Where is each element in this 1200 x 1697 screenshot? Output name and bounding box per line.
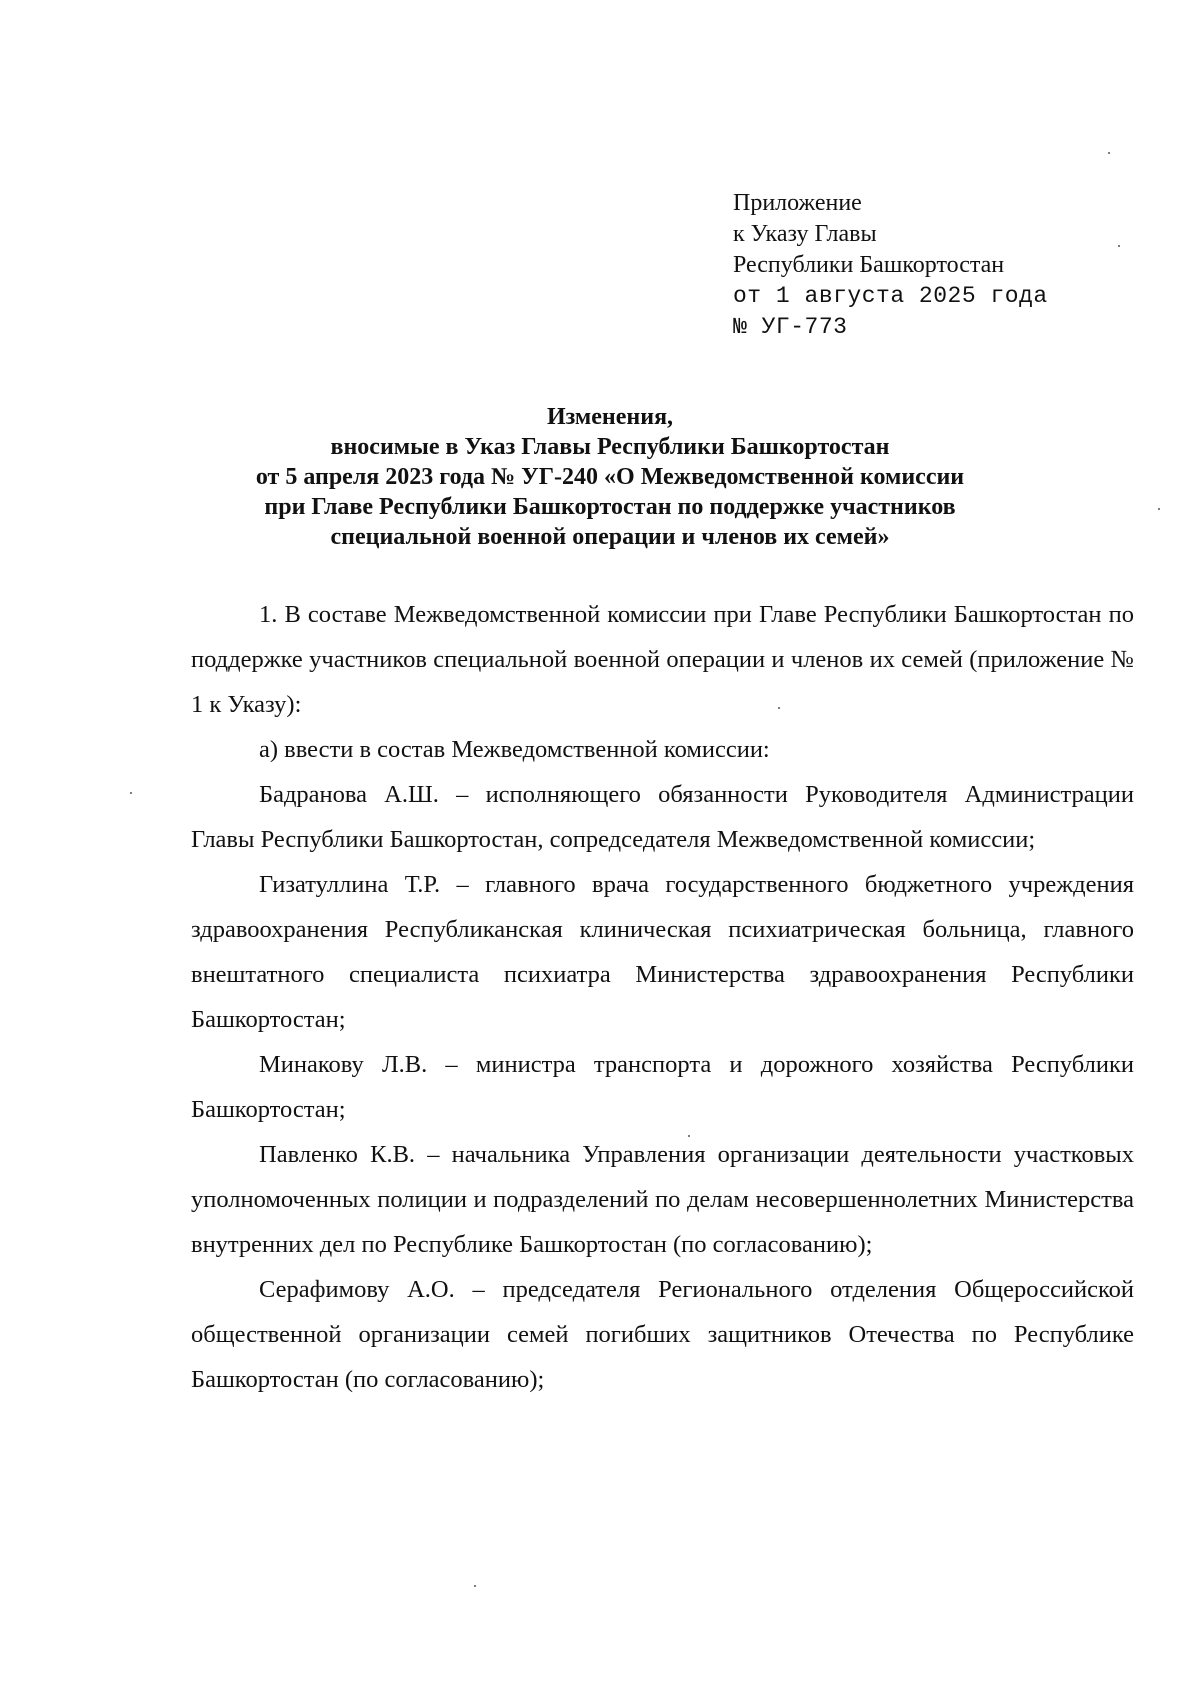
annex-line-2: к Указу Главы: [733, 221, 877, 247]
title-line-2: вносимые в Указ Главы Республики Башкортостан: [330, 434, 890, 460]
document-title: [150, 402, 1070, 552]
scan-speck: [474, 1585, 476, 1587]
member-entry-minakova: Минакову Л.В. – министра транспорта и дорожного хозяйства Республики Башкортостан;: [191, 1051, 1134, 1123]
title-line-5: специальной военной операции и членов их семей»: [330, 524, 890, 550]
annex-line-1: Приложение: [733, 190, 862, 216]
document-body: [191, 592, 1134, 1402]
member-entry-serafimova: Серафимову А.О. – председателя Регионального отделения Общероссийской общественной организации семей погибших защитников Отечества по Республике Башкортостан (по согласованию);: [191, 1276, 1134, 1393]
title-line-1: Изменения,: [546, 404, 674, 430]
annex-line-3: Республики Башкортостан: [733, 252, 1005, 278]
annex-number: № УГ-773: [733, 314, 848, 340]
annex-date: от 1 августа 2025 года: [733, 283, 1048, 309]
scan-speck: [778, 707, 780, 709]
scan-speck: [1158, 508, 1160, 510]
paragraph-1: 1. В составе Межведомственной комиссии при Главе Республики Башкортостан по поддержке участников специальной военной операции и членов их семей (приложение № 1 к Указу):: [191, 601, 1134, 718]
member-entry-gizatullin: Гизатуллина Т.Р. – главного врача государственного бюджетного учреждения здравоохранения Республиканская клиническая психиатрическая больница, главного внештатного специалиста психиатра Министерства здравоохранения Республики Башкортостан;: [191, 871, 1134, 1033]
scan-speck: [130, 792, 132, 794]
member-entry-pavlenko: Павленко К.В. – начальника Управления организации деятельности участковых уполномоченных полиции и подразделений по делам несовершеннолетних Министерства внутренних дел по Республике Башкортостан (по согласованию);: [191, 1141, 1134, 1258]
paragraph-2: а) ввести в состав Межведомственной комиссии:: [259, 736, 770, 763]
scan-speck: [1108, 152, 1110, 154]
title-line-3: от 5 апреля 2023 года № УГ-240 «О Межведомственной комиссии: [255, 464, 965, 490]
annex-header: [733, 188, 1153, 343]
member-entry-badranov: Бадранова А.Ш. – исполняющего обязанности Руководителя Администрации Главы Республики Башкортостан, сопредседателя Межведомственной комиссии;: [191, 781, 1134, 853]
title-line-4: при Главе Республики Башкортостан по поддержке участников: [264, 494, 956, 520]
scan-speck: [688, 1135, 690, 1137]
scan-speck: [1118, 245, 1120, 247]
